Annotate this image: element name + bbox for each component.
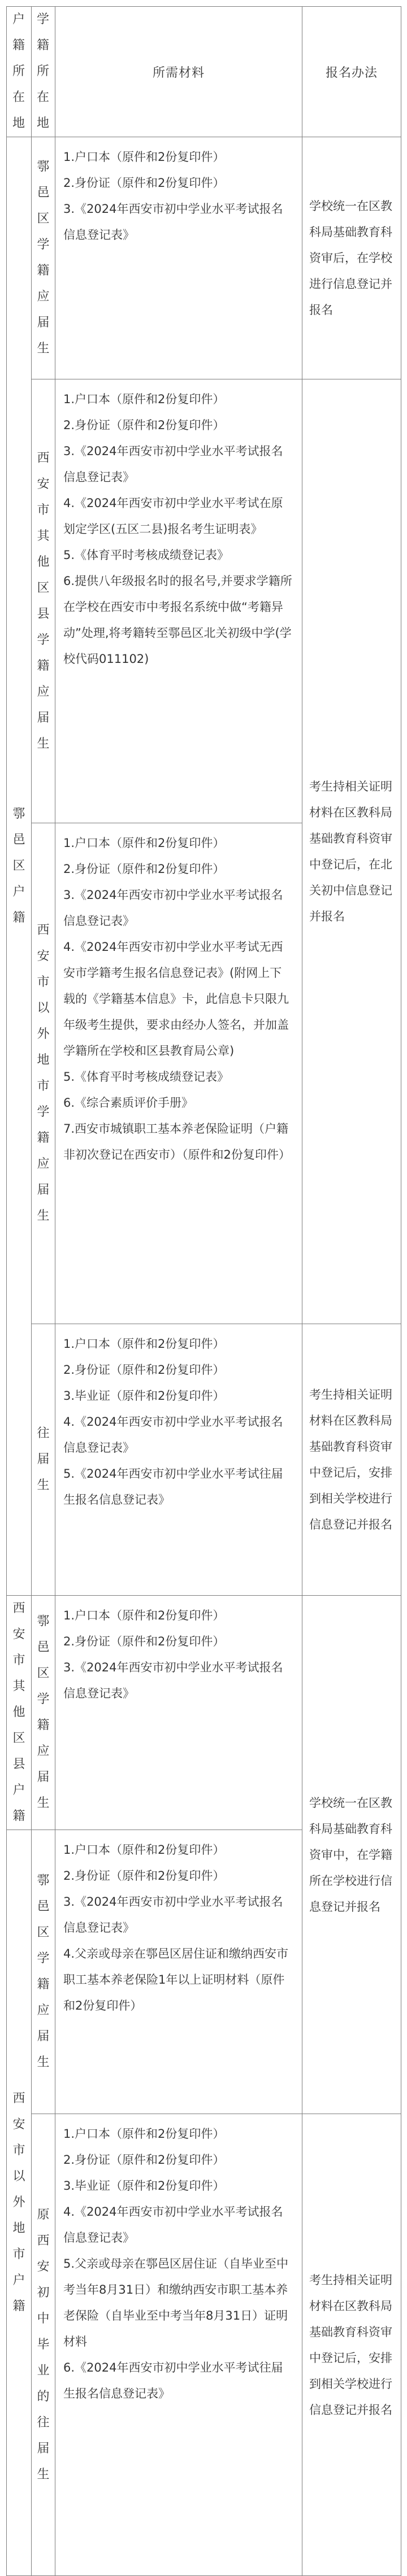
method-cell: 考生持相关证明材料在区教科局基础教育科资审中登记后，安排到相关学校进行信息登记并报名 [302,1324,401,1596]
material-item: 2.身份证（原件和2份复印件） [63,1869,225,1883]
material-item: 1.户口本（原件和2份复印件） [63,392,225,406]
school-cell: 原西安初中毕业的往届生 [32,2114,55,2576]
materials-cell [55,1830,302,2114]
method-cell: 考生持相关证明材料在区教科局基础教育科资审中登记后，在北关初中信息登记并报名 [302,379,401,1324]
material-item: 4.父亲或母亲在鄠邑区居住证和缴纳西安市职工基本养老保险1年以上证明材料（原件和2份复印件） [63,1947,289,2012]
material-item: 1.户口本（原件和2份复印件） [63,150,225,164]
material-item: 3.《2024年西安市初中学业水平考试报名信息登记表》 [63,1661,283,1700]
school-cell: 鄠邑区学籍应届生 [32,1596,55,1830]
header-school: 学籍所在地 [32,7,55,137]
school-cell: 鄠邑区学籍应届生 [32,137,55,379]
origin-xian-other: 西安市其他区县户籍 [7,1596,32,1830]
method-cell: 学校统一在区教科局基础教育科资审中，在学籍所在学校进行信息登记并报名 [302,1596,401,2114]
material-item: 4.《2024年西安市初中学业水平考试报名信息登记表》 [63,2205,283,2245]
material-item: 6.《2024年西安市初中学业水平考试往届生报名信息登记表》 [63,2361,283,2400]
materials-cell [55,2114,302,2576]
material-item: 1.户口本（原件和2份复印件） [63,2127,225,2141]
material-item: 3.毕业证（原件和2份复印件） [63,2179,225,2193]
material-item: 3.《2024年西安市初中学业水平考试报名信息登记表》 [63,1895,283,1935]
material-item: 2.身份证（原件和2份复印件） [63,2153,225,2167]
header-origin: 户籍所在地 [7,7,32,137]
table-row [7,379,401,823]
material-item: 6.《综合素质评价手册》 [63,1096,194,1110]
table-row [7,2114,401,2576]
material-item: 2.身份证（原件和2份复印件） [63,862,225,876]
material-item: 6.提供八年级报名时的报名号,并要求学籍所在学校在西安市中考报名系统中做“考籍异动”处理,将考籍转至鄠邑区北关初级中学(学校代码011102) [63,574,292,666]
table-row [7,137,401,379]
material-item: 1.户口本（原件和2份复印件） [63,1843,225,1857]
material-item: 1.户口本（原件和2份复印件） [63,1337,225,1351]
school-cell: 鄠邑区学籍应届生 [32,1830,55,2114]
table-row [7,1324,401,1596]
method-cell: 学校统一在区教科局基础教育科资审后，在学校进行信息登记并报名 [302,137,401,379]
material-item: 5.父亲或母亲在鄠邑区居住证（自毕业至中考当年8月31日）和缴纳西安市职工基本养老保险（自毕业至中考当年8月31日）证明材料 [63,2257,289,2348]
header-method: 报名办法 [302,7,401,137]
material-item: 5.《体育平时考核成绩登记表》 [63,548,230,562]
material-item: 3.毕业证（原件和2份复印件） [63,1389,225,1403]
material-item: 4.《2024年西安市初中学业水平考试报名信息登记表》 [63,1415,283,1455]
table-row [7,1596,401,1830]
school-cell: 西安市以外地市学籍应届生 [32,823,55,1324]
material-item: 1.户口本（原件和2份复印件） [63,1609,225,1622]
origin-huyi: 鄠邑区户籍 [7,137,32,1596]
header-row [7,7,401,137]
material-item: 2.身份证（原件和2份复印件） [63,176,225,190]
material-item: 3.《2024年西安市初中学业水平考试报名信息登记表》 [63,444,283,484]
material-item: 4.《2024年西安市初中学业水平考试无西安市学籍考生报名信息登记表》(附网上下载的《学籍基本信息》卡，此信息卡只限九年级考生提供，要求由经办人签名，并加盖学籍所在学校和区县教育局公章) [63,940,289,1058]
school-cell: 往届生 [32,1324,55,1596]
materials-cell [55,823,302,1324]
materials-cell [55,137,302,379]
material-item: 5.《体育平时考核成绩登记表》 [63,1070,230,1084]
material-item: 7.西安市城镇职工基本养老保险证明（户籍非初次登记在西安市）（原件和2份复印件） [63,1122,291,1162]
material-item: 3.《2024年西安市初中学业水平考试报名信息登记表》 [63,888,283,928]
school-cell: 西安市其他区县学籍应届生 [32,379,55,823]
header-materials: 所需材料 [55,7,302,137]
materials-cell [55,1596,302,1830]
material-item: 2.身份证（原件和2份复印件） [63,1635,225,1648]
origin-outside: 西安市以外地市户籍 [7,1830,32,2576]
method-cell: 考生持相关证明材料在区教科局基础教育科资审中登记后，安排到相关学校进行信息登记并报名 [302,2114,401,2576]
materials-cell [55,379,302,823]
material-item: 3.《2024年西安市初中学业水平考试报名信息登记表》 [63,202,283,242]
material-item: 5.《2024年西安市初中学业水平考试往届生报名信息登记表》 [63,1467,283,1507]
material-item: 4.《2024年西安市初中学业水平考试在原划定学区(五区二县)报名考生证明表》 [63,496,283,536]
material-item: 1.户口本（原件和2份复印件） [63,836,225,850]
materials-cell [55,1324,302,1596]
material-item: 2.身份证（原件和2份复印件） [63,418,225,432]
registration-table [6,6,401,2576]
material-item: 2.身份证（原件和2份复印件） [63,1363,225,1377]
